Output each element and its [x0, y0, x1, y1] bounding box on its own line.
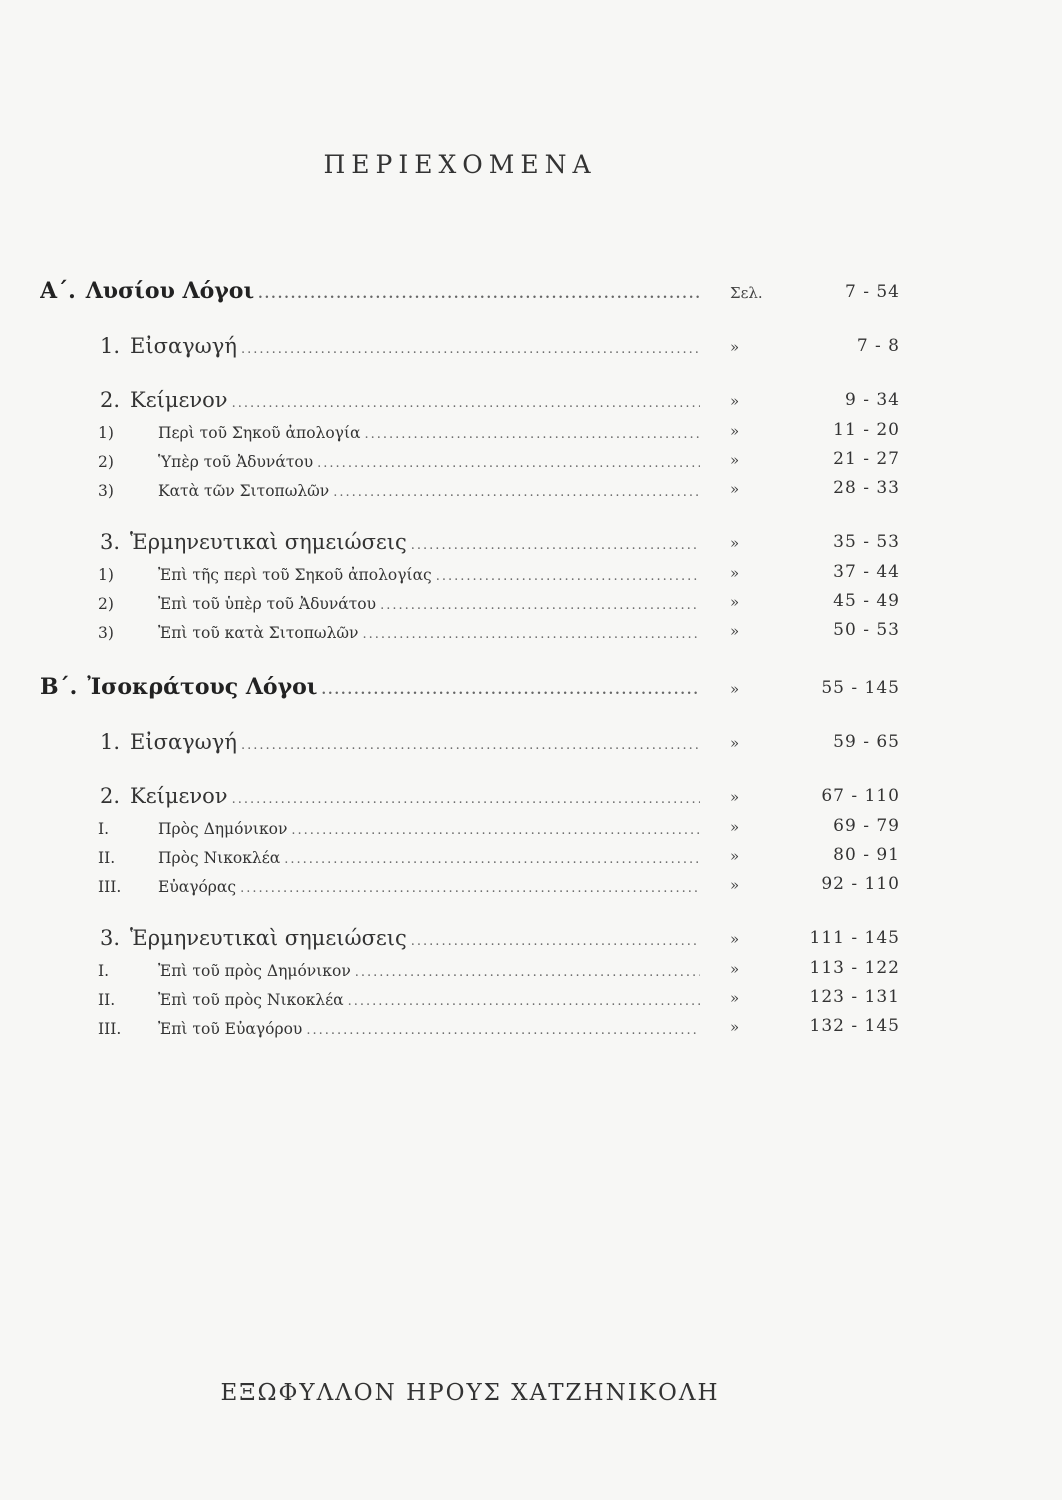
entry-number: Β΄. — [40, 674, 78, 700]
page-ref-mark: » — [730, 593, 740, 611]
toc-entry — [40, 330, 900, 360]
leader-dots — [291, 823, 700, 838]
entry-number: 3) — [98, 482, 114, 500]
leader-dots — [362, 627, 700, 642]
toc-entry — [40, 585, 900, 615]
page-range: 80 - 91 — [833, 845, 900, 865]
entry-title: Κείμενον — [130, 388, 228, 412]
page-range: 37 - 44 — [833, 562, 900, 582]
toc-entry — [40, 922, 900, 952]
page-ref-mark: » — [730, 338, 740, 356]
toc-entry — [40, 526, 900, 556]
entry-title: Κατὰ τῶν Σιτοπωλῶν — [158, 482, 330, 500]
leader-dots — [241, 738, 700, 753]
leader-dots — [317, 456, 700, 471]
entry-title: Ἐπὶ τοῦ ὑπὲρ τοῦ Ἀδυνάτου — [158, 595, 377, 613]
entry-title: Ἐπὶ τοῦ πρὸς Νικοκλέα — [158, 991, 344, 1009]
page-range: 28 - 33 — [833, 478, 900, 498]
toc-entry — [40, 276, 900, 306]
page-range: 9 - 34 — [845, 390, 900, 410]
leader-dots — [364, 427, 700, 442]
entry-number: 2) — [98, 453, 114, 471]
entry-title: Ἰσοκράτους Λόγοι — [87, 674, 318, 700]
page-range: 50 - 53 — [833, 620, 900, 640]
page-ref-mark: » — [730, 451, 740, 469]
leader-dots — [333, 485, 700, 500]
page-range: 55 - 145 — [821, 678, 900, 698]
page-range: 132 - 145 — [809, 1016, 900, 1036]
toc-entry — [40, 472, 900, 502]
page-ref-mark: » — [730, 989, 740, 1007]
entry-title: Ἑρμηνευτικαὶ σημειώσεις — [130, 530, 407, 554]
leader-dots — [241, 342, 700, 357]
toc-entry — [40, 726, 900, 756]
cover-credit: ΕΞΩΦΥΛΛΟΝ ΗΡΟΥΣ ΧΑΤΖΗΝΙΚΟΛΗ — [220, 1380, 720, 1406]
page-range: 69 - 79 — [833, 816, 900, 836]
leader-dots — [306, 1023, 700, 1038]
entry-number: II. — [98, 849, 116, 867]
entry-title: Πρὸς Νικοκλέα — [158, 849, 281, 867]
page-range: 59 - 65 — [833, 732, 900, 752]
leader-dots — [436, 569, 700, 584]
leader-dots — [232, 396, 700, 411]
toc-entry — [40, 384, 900, 414]
entry-number: II. — [98, 991, 116, 1009]
page-ref-mark: » — [730, 392, 740, 410]
page-ref-mark: » — [730, 818, 740, 836]
toc-entry — [40, 614, 900, 644]
page-ref-mark: » — [730, 1018, 740, 1036]
entry-number: 3) — [98, 624, 114, 642]
entry-number: III. — [98, 1020, 122, 1038]
page-ref-mark: » — [730, 960, 740, 978]
leader-dots — [348, 994, 700, 1009]
toc-entry — [40, 810, 900, 840]
leader-dots — [321, 683, 700, 698]
page-ref-mark: » — [730, 876, 740, 894]
entry-number: Α΄. — [40, 278, 76, 304]
entry-number: 3. — [100, 926, 121, 950]
page-ref-mark: » — [730, 847, 740, 865]
entry-number: III. — [98, 878, 122, 896]
page-range: 113 - 122 — [809, 958, 900, 978]
page-ref-mark: » — [730, 534, 740, 552]
toc-entry — [40, 780, 900, 810]
page-ref-mark: » — [730, 734, 740, 752]
page-range: 111 - 145 — [809, 928, 900, 948]
page-range: 7 - 8 — [856, 336, 900, 356]
toc-entry — [40, 443, 900, 473]
entry-number: 2. — [100, 784, 121, 808]
page-ref-mark: » — [730, 680, 740, 698]
page-ref-mark: » — [730, 480, 740, 498]
toc-entry — [40, 414, 900, 444]
page-title: ΠΕΡΙΕΧΟΜΕΝΑ — [323, 150, 597, 179]
entry-title: Εὐαγόρας — [158, 878, 237, 896]
page-range: 45 - 49 — [833, 591, 900, 611]
page-ref-mark: » — [730, 422, 740, 440]
leader-dots — [411, 538, 700, 553]
toc-entry — [40, 556, 900, 586]
entry-number: 1. — [100, 334, 121, 358]
page-ref-mark: » — [730, 622, 740, 640]
toc-entry — [40, 952, 900, 982]
toc-entry — [40, 981, 900, 1011]
entry-title: Ἐπὶ τοῦ πρὸς Δημόνικον — [158, 962, 351, 980]
entry-number: 2) — [98, 595, 114, 613]
leader-dots — [232, 792, 700, 807]
page-ref-mark: Σελ. — [730, 284, 763, 302]
entry-title: Ὑπὲρ τοῦ Ἀδυνάτου — [158, 453, 314, 471]
entry-title: Λυσίου Λόγοι — [85, 278, 255, 304]
leader-dots — [411, 934, 700, 949]
toc-entry — [40, 1010, 900, 1040]
entry-number: 3. — [100, 530, 121, 554]
entry-number: I. — [98, 820, 110, 838]
entry-number: 2. — [100, 388, 121, 412]
leader-dots — [355, 965, 700, 980]
page-range: 21 - 27 — [833, 449, 900, 469]
entry-number: I. — [98, 962, 110, 980]
page-ref-mark: » — [730, 788, 740, 806]
toc-entry — [40, 672, 900, 702]
entry-number: 1. — [100, 730, 121, 754]
entry-title: Κείμενον — [130, 784, 228, 808]
leader-dots — [380, 598, 700, 613]
page-range: 11 - 20 — [833, 420, 900, 440]
entry-title: Ἑρμηνευτικαὶ σημειώσεις — [130, 926, 407, 950]
entry-title: Ἐπὶ τοῦ κατὰ Σιτοπωλῶν — [158, 624, 359, 642]
page-range: 7 - 54 — [845, 282, 900, 302]
entry-number: 1) — [98, 424, 114, 442]
entry-title: Εἰσαγωγή — [130, 730, 237, 754]
page-range: 92 - 110 — [821, 874, 900, 894]
page-range: 123 - 131 — [809, 987, 900, 1007]
toc-entry — [40, 868, 900, 898]
leader-dots — [284, 852, 700, 867]
toc-entry — [40, 839, 900, 869]
page-range: 67 - 110 — [821, 786, 900, 806]
entry-title: Ἐπὶ τῆς περὶ τοῦ Σηκοῦ ἀπολογίας — [158, 566, 432, 584]
entry-number: 1) — [98, 566, 114, 584]
entry-title: Εἰσαγωγή — [130, 334, 237, 358]
entry-title: Ἐπὶ τοῦ Εὐαγόρου — [158, 1020, 303, 1038]
leader-dots — [258, 287, 700, 302]
page-ref-mark: » — [730, 564, 740, 582]
entry-title: Περὶ τοῦ Σηκοῦ ἀπολογία — [158, 424, 361, 442]
page-range: 35 - 53 — [833, 532, 900, 552]
leader-dots — [240, 881, 700, 896]
entry-title: Πρὸς Δημόνικον — [158, 820, 288, 838]
page-ref-mark: » — [730, 930, 740, 948]
